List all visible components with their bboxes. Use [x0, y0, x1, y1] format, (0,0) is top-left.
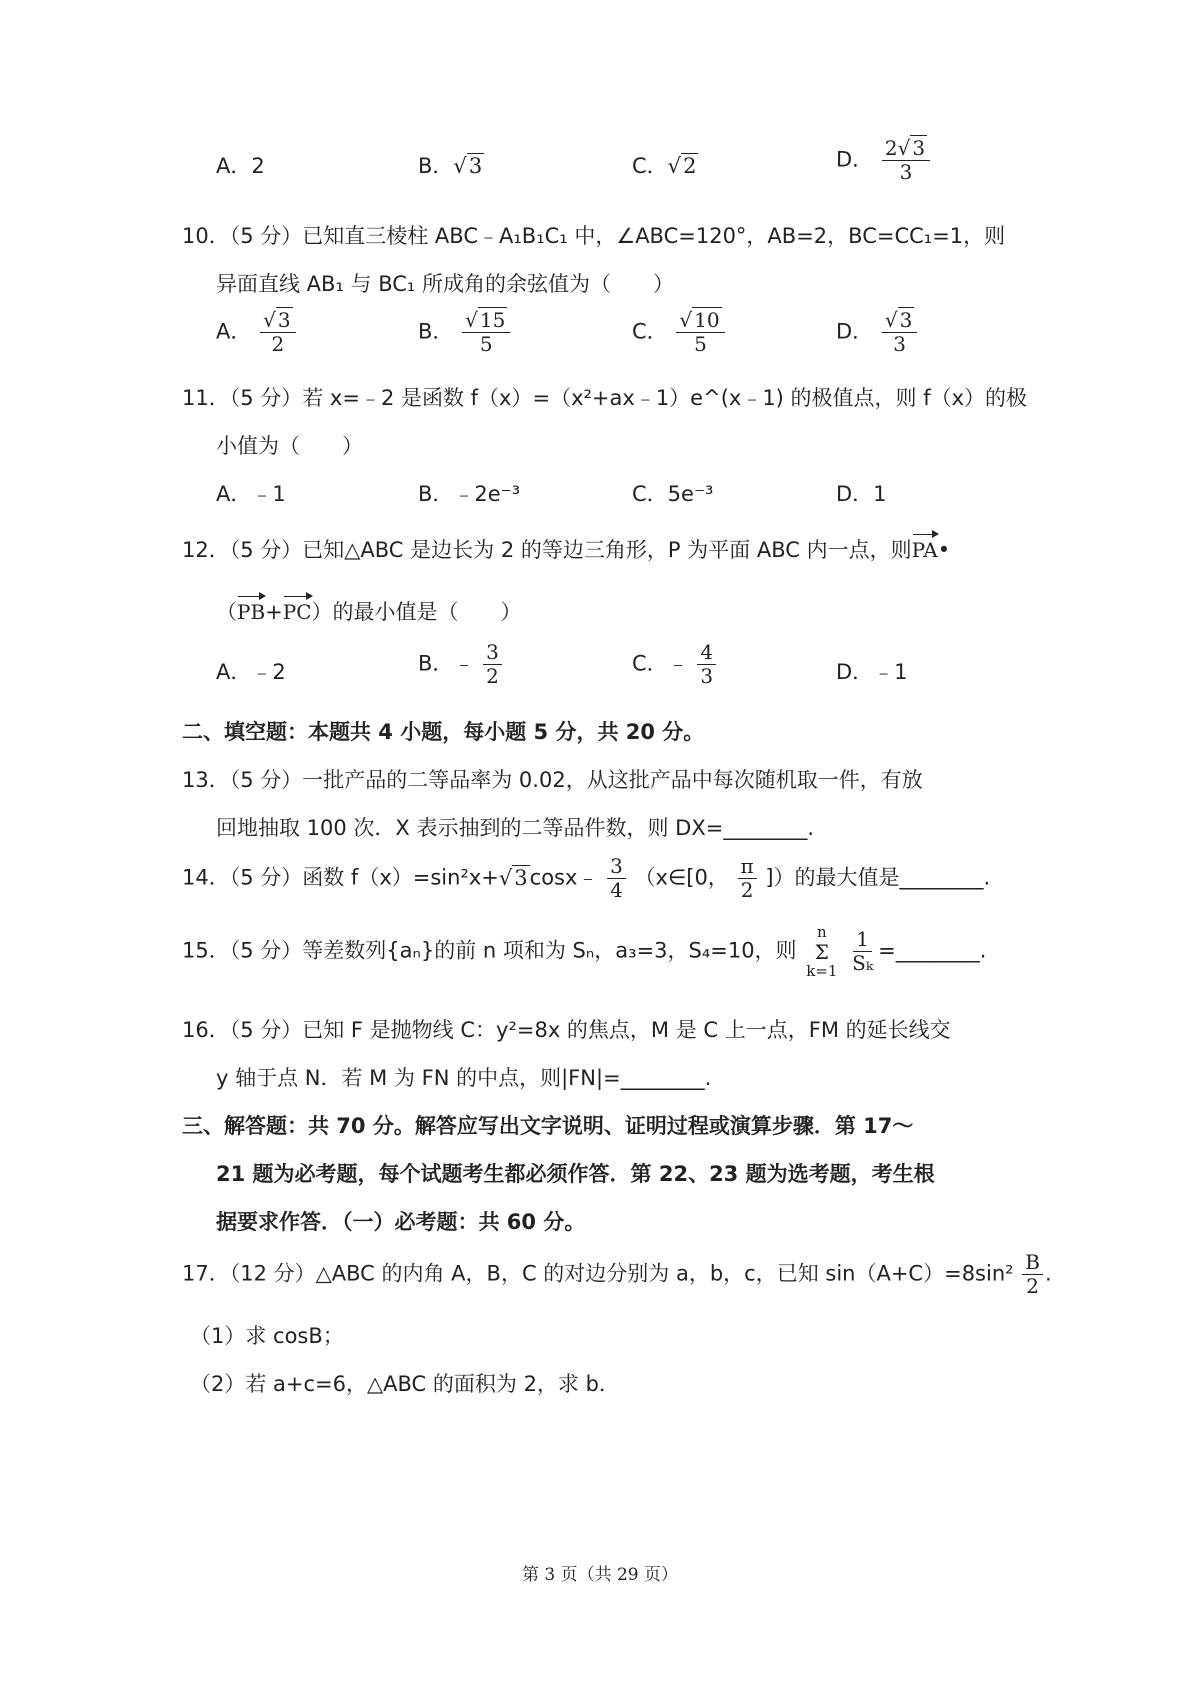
section3-line1: 三、解答题：共 70 分。解答应写出文字说明、证明过程或演算步骤．第 17～ [182, 1114, 914, 1138]
q17-frac-den: 2 [1026, 1274, 1039, 1298]
q9-option-b-label: B． [418, 154, 454, 178]
q16-line2: y 轴于点 N．若 M 为 FN 的中点，则|FN|=________. [216, 1066, 712, 1090]
q12-option-b [418, 642, 504, 687]
q12-b-num: 3 [483, 642, 502, 665]
page-footer: 第 3 页（共 29 页） [521, 1565, 679, 1585]
q17-line [182, 1252, 1052, 1297]
q17-part2: （2）若 a+c=6，△ABC 的面积为 2，求 b． [190, 1372, 620, 1396]
q10-option-b: B． $\frac{√ 15}{5}$ [418, 310, 512, 355]
q12-c-label: C．﹣ [632, 651, 689, 676]
q10-line1: 10．（5 分）已知直三棱柱 ABC﹣A₁B₁C₁ 中，∠ABC=120°，AB=2，BC=CC₁=1，则 [182, 224, 1006, 248]
q17-frac-num: B [1022, 1252, 1043, 1275]
q10-a-den: 2 [271, 332, 285, 356]
q17-post: . [1044, 1261, 1052, 1286]
q14-frac-num: 3 [607, 856, 626, 879]
q12-line1-text: 12．（5 分）已知△ABC 是边长为 2 的等边三角形，P 为平面 ABC 内一点，则 [182, 538, 912, 562]
q11-option-a: A．﹣1 [216, 482, 286, 506]
q12-c-den: 3 [700, 664, 714, 688]
q15-frac-den: Sₖ [852, 951, 874, 975]
q15-frac-num: 1 [853, 929, 872, 952]
q10-c-den: 5 [694, 332, 707, 356]
q9-d-coef: 2 [884, 136, 898, 160]
q10-b-label: B． [418, 319, 454, 344]
q12-option-d: D．﹣1 [836, 660, 908, 684]
q13-line1: 13．（5 分）一批产品的二等品率为 0.02，从这批产品中每次随机取一件，有放 [182, 768, 923, 792]
q9-option-c-label: C． [632, 154, 668, 178]
q15-post: =________. [878, 938, 987, 963]
q9-b-root: 3 [468, 154, 483, 178]
q10-option-a: A． $\frac{√ 3}{2}$ [216, 310, 298, 355]
q10-d-den: 3 [893, 332, 906, 356]
q10-c-label: C． [632, 319, 668, 344]
q12-option-c [632, 642, 718, 687]
q9-option-d [836, 138, 932, 183]
q12-dot: • [937, 538, 951, 562]
q14-root: 3 [514, 865, 528, 890]
q12-c-num: 4 [697, 642, 716, 665]
q12-vec-pb: PB [237, 600, 266, 624]
q9-d-root: 3 [912, 136, 926, 160]
q17-pre: 17．（12 分）△ABC 的内角 A，B，C 的对边分别为 a，b，c，已知 sin（A+C）=8sin² [182, 1261, 1014, 1286]
q9-d-den: 3 [899, 160, 913, 184]
q15-pre: 15．（5 分）等差数列{aₙ}的前 n 项和为 Sₙ，a₃=3，S₄=10，则 [182, 938, 797, 963]
q14-line: 14．（5 分）函数 f（x）=sin²x+√3cosx﹣ $\frac{3}{4}$ （x∈[0， $\frac{\pi}{2}$ ]）的最大值是________. [182, 854, 991, 902]
q14-frac-den: 4 [610, 878, 623, 902]
q16-line1: 16．（5 分）已知 F 是抛物线 C：y²=8x 的焦点，M 是 C 上一点，FM 的延长线交 [182, 1018, 951, 1042]
q15-sum-top: n [817, 923, 827, 941]
q15-sum-bot: k=1 [806, 961, 838, 980]
q11-option-b: B．﹣2e⁻³ [418, 482, 521, 506]
q12-line1 [182, 534, 950, 564]
q9-sqrt2: √2 [667, 154, 697, 178]
q10-b-num: 15 [479, 308, 506, 332]
q15-sum-sym: Σ [814, 939, 829, 964]
q12-plus: + [265, 600, 283, 624]
q12-option-a: A．﹣2 [216, 660, 286, 684]
q10-d-num: 3 [899, 308, 913, 332]
q14-pi-den: 2 [740, 878, 754, 902]
q11-option-c: C．5e⁻³ [632, 482, 714, 506]
q12-line2-pre: （ [216, 600, 237, 624]
q9-d-fraction: $\frac{2√ 3}{3}$ [882, 138, 930, 183]
q12-b-den: 2 [486, 664, 499, 688]
q10-a-num: 3 [277, 308, 291, 332]
section3-line2: 21 题为必考题，每个试题考生都必须作答．第 22、23 题为选考题，考生根 [216, 1162, 935, 1186]
q13-line2: 回地抽取 100 次．X 表示抽到的二等品件数，则 DX=________. [216, 816, 814, 840]
q14-range-pre: （x∈[0， [634, 865, 729, 890]
q11-option-d: D．1 [836, 482, 887, 506]
q11-line1: 11．（5 分）若 x=﹣2 是函数 f（x）=（x²+ax﹣1）e^(x﹣1) 的极值点，则 f（x）的极 [182, 386, 1028, 410]
q14-pre: 14．（5 分）函数 f（x）=sin²x+ [182, 865, 499, 890]
q9-c-root: 2 [683, 154, 697, 178]
section2-heading: 二、填空题：本题共 4 小题，每小题 5 分，共 20 分。 [182, 720, 705, 744]
q12-vec-pc: PC [282, 600, 312, 624]
q10-option-d: D． $\frac{√ 3}{3}$ [836, 310, 919, 355]
q10-a-label: A． [216, 319, 252, 344]
q14-pi-num: π [738, 856, 757, 879]
q15-sum [806, 924, 837, 979]
q12-line2-post: ）的最小值是（ ） [311, 600, 522, 624]
q12-vec-pa: PA [911, 538, 938, 562]
q10-b-den: 5 [479, 332, 493, 356]
section3-line3: 据要求作答．（一）必考题：共 60 分。 [216, 1210, 586, 1234]
q10-line2: 异面直线 AB₁ 与 BC₁ 所成角的余弦值为（ ） [216, 272, 675, 296]
q10-d-label: D． [836, 319, 874, 344]
q12-b-label: B．﹣ [418, 651, 475, 676]
q11-line2: 小值为（ ） [216, 434, 363, 458]
q10-c-num: 10 [694, 308, 720, 332]
q14-mid: cosx﹣ [529, 865, 599, 890]
q10-option-c: C． $\frac{√ 10}{5}$ [632, 310, 727, 355]
q12-line2 [216, 596, 522, 626]
q9-option-c [632, 150, 698, 180]
q9-option-a: A．2 [216, 154, 265, 178]
q17-part1: （1）求 cosB； [190, 1324, 344, 1348]
q15-line [182, 924, 986, 979]
q9-sqrt3: √3 [453, 154, 483, 178]
q14-post: ]）的最大值是________. [765, 865, 991, 890]
q9-option-d-label: D． [836, 147, 874, 172]
q9-option-b [418, 150, 484, 180]
